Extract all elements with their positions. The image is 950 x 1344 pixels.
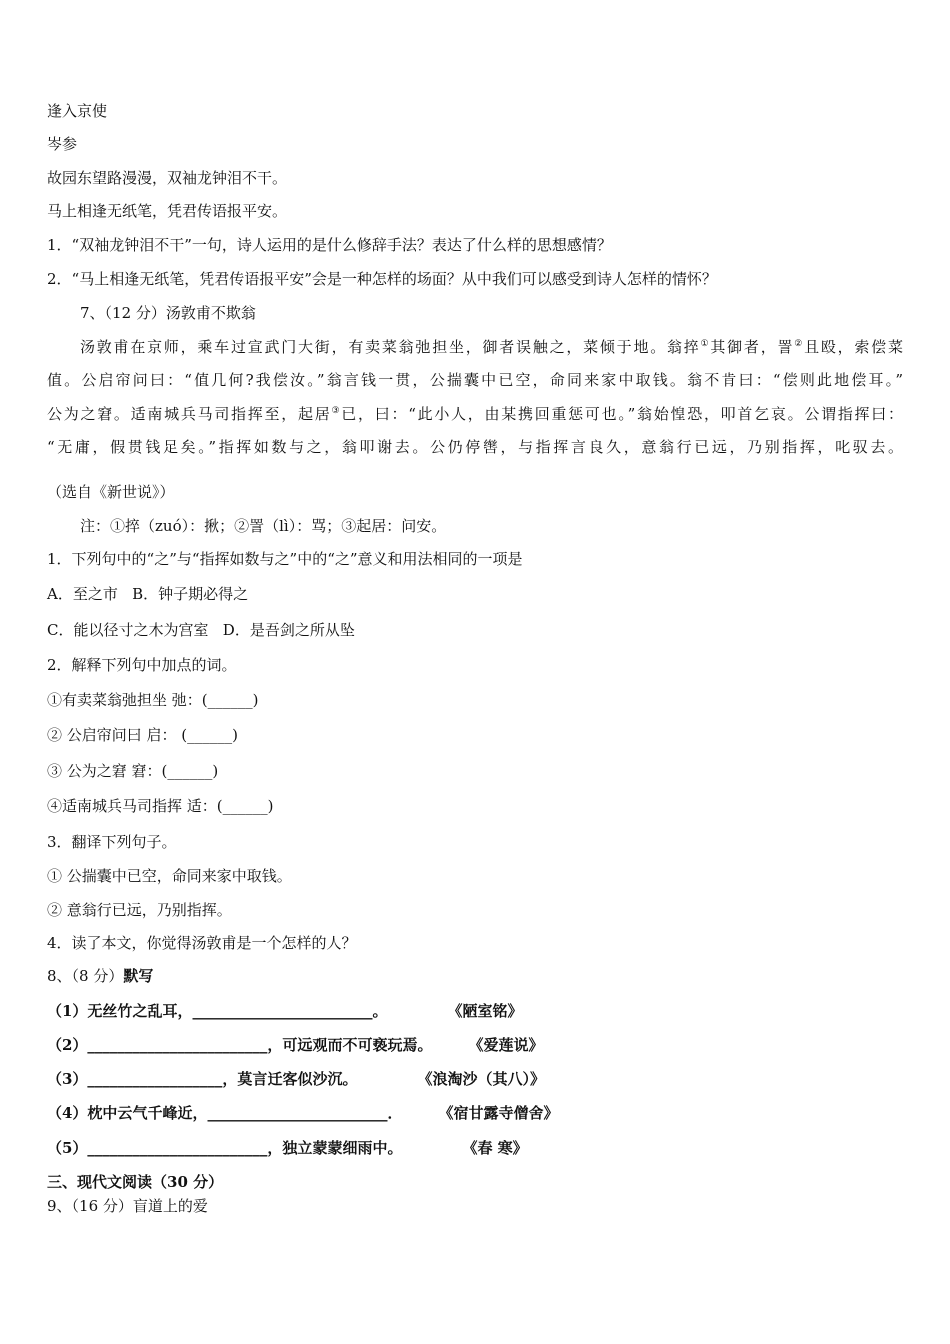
poem-question-1: 1．“双袖龙钟泪不干”一句，诗人运用的是什么修辞手法？表达了什么样的思想感情？ bbox=[47, 236, 612, 254]
footnote-mark-1: ① bbox=[700, 339, 711, 349]
q8-header: 8、（8 分）默写 bbox=[47, 967, 154, 985]
poem-author: 岑参 bbox=[47, 135, 78, 153]
q7-q1-options-cd bbox=[47, 620, 355, 640]
q7-q1-options-ab bbox=[47, 584, 248, 604]
q7-header: 7、（12 分）汤敦甫不欺翁 bbox=[80, 304, 256, 322]
option-c: C．能以径寸之木为宫室 bbox=[47, 621, 209, 639]
passage-line-1: 汤敦甫在京师，乘车过宣武门大街，有卖菜翁弛担坐，御者误触之，菜倾于地。翁捽①其御者，詈②且殴，索偿菜 bbox=[80, 338, 903, 356]
q3-item-1: ① 公揣囊中已空，命同来家中取钱。 bbox=[47, 867, 292, 885]
dictation-source-5: 《春 寒》 bbox=[462, 1139, 528, 1157]
dictation-source-2: 《爱莲说》 bbox=[468, 1036, 544, 1054]
option-b: B．钟子期必得之 bbox=[132, 585, 249, 603]
q2-item-3: ③ 公为之窘 窘：(______) bbox=[47, 762, 219, 780]
q7-question-3: 3．翻译下列句子。 bbox=[47, 833, 177, 851]
q2-item-4: ④适南城兵马司指挥 适：(______) bbox=[47, 797, 274, 815]
dictation-source-3: 《浪淘沙（其八）》 bbox=[417, 1070, 545, 1088]
dictation-item-4: （4）枕中云气千峰近，________________________． 《宿甘露寺僧舍》 bbox=[47, 1104, 559, 1122]
poem-line-2: 马上相逢无纸笔，凭君传语报平安。 bbox=[47, 202, 288, 220]
dictation-source-4: 《宿甘露寺僧舍》 bbox=[438, 1104, 559, 1122]
passage-note: 注：①捽（zuó）：揪；②詈（lì）：骂；③起居：问安。 bbox=[80, 517, 447, 535]
dictation-item-5: （5）________________________，独立蒙蒙细雨中。 《春 寒》 bbox=[47, 1139, 528, 1157]
passage-line-2: 值。公启帘问曰：“值几何?我偿汝。”翁言钱一贯，公揣囊中已空，命同来家中取钱。翁不肯曰：“偿则此地偿耳。” bbox=[47, 371, 903, 389]
section-3-heading: 三、现代文阅读（30 分） bbox=[47, 1173, 224, 1191]
q7-question-1: 1．下列句中的“之”与“指挥如数与之”中的“之”意义和用法相同的一项是 bbox=[47, 550, 523, 568]
q7-question-2: 2．解释下列句中加点的词。 bbox=[47, 656, 237, 674]
q7-passage bbox=[47, 337, 903, 457]
passage-line-4: “无庸，假贯钱足矣。”指挥如数与之，翁叩谢去。公仍停辔，与指挥言良久，意翁行已远，乃别指挥，叱驭去。 bbox=[47, 438, 903, 456]
poem-question-2: 2．“马上相逢无纸笔，凭君传语报平安”会是一种怎样的场面？从中我们可以感受到诗人怎样的情怀？ bbox=[47, 270, 717, 288]
passage-line-3: 公为之窘。适南城兵马司指挥至，起居③已，曰：“此小人，由某携回重惩可也。”翁始惶恐，叩首乞哀。公谓指挥曰： bbox=[47, 405, 903, 423]
q7-question-4: 4．读了本文，你觉得汤敦甫是一个怎样的人？ bbox=[47, 934, 357, 952]
passage-source: （选自《新世说》） bbox=[47, 483, 175, 501]
option-d: D．是吾剑之所从坠 bbox=[222, 621, 355, 639]
dictation-item-3: （3）__________________，莫言迁客似沙沉。 《浪淘沙（其八）》 bbox=[47, 1070, 545, 1088]
footnote-mark-2: ② bbox=[794, 339, 805, 349]
dictation-item-1: （1）无丝竹之乱耳，________________________。 《陋室铭》 bbox=[47, 1002, 523, 1020]
q3-item-2: ② 意翁行已远，乃别指挥。 bbox=[47, 901, 232, 919]
q2-item-2: ② 公启帘问曰 启： (______) bbox=[47, 726, 239, 744]
q2-item-1: ①有卖菜翁弛担坐 弛：(______) bbox=[47, 691, 259, 709]
q9-header: 9、（16 分）盲道上的爱 bbox=[47, 1197, 208, 1215]
dictation-item-2: （2）________________________，可远观而不可亵玩焉。 《爱莲说》 bbox=[47, 1036, 544, 1054]
poem-line-1: 故园东望路漫漫，双袖龙钟泪不干。 bbox=[47, 169, 288, 187]
poem-title: 逢入京使 bbox=[47, 102, 108, 120]
option-a: A．至之市 bbox=[47, 585, 118, 603]
footnote-mark-3: ③ bbox=[331, 406, 342, 416]
dictation-source-1: 《陋室铭》 bbox=[447, 1002, 523, 1020]
